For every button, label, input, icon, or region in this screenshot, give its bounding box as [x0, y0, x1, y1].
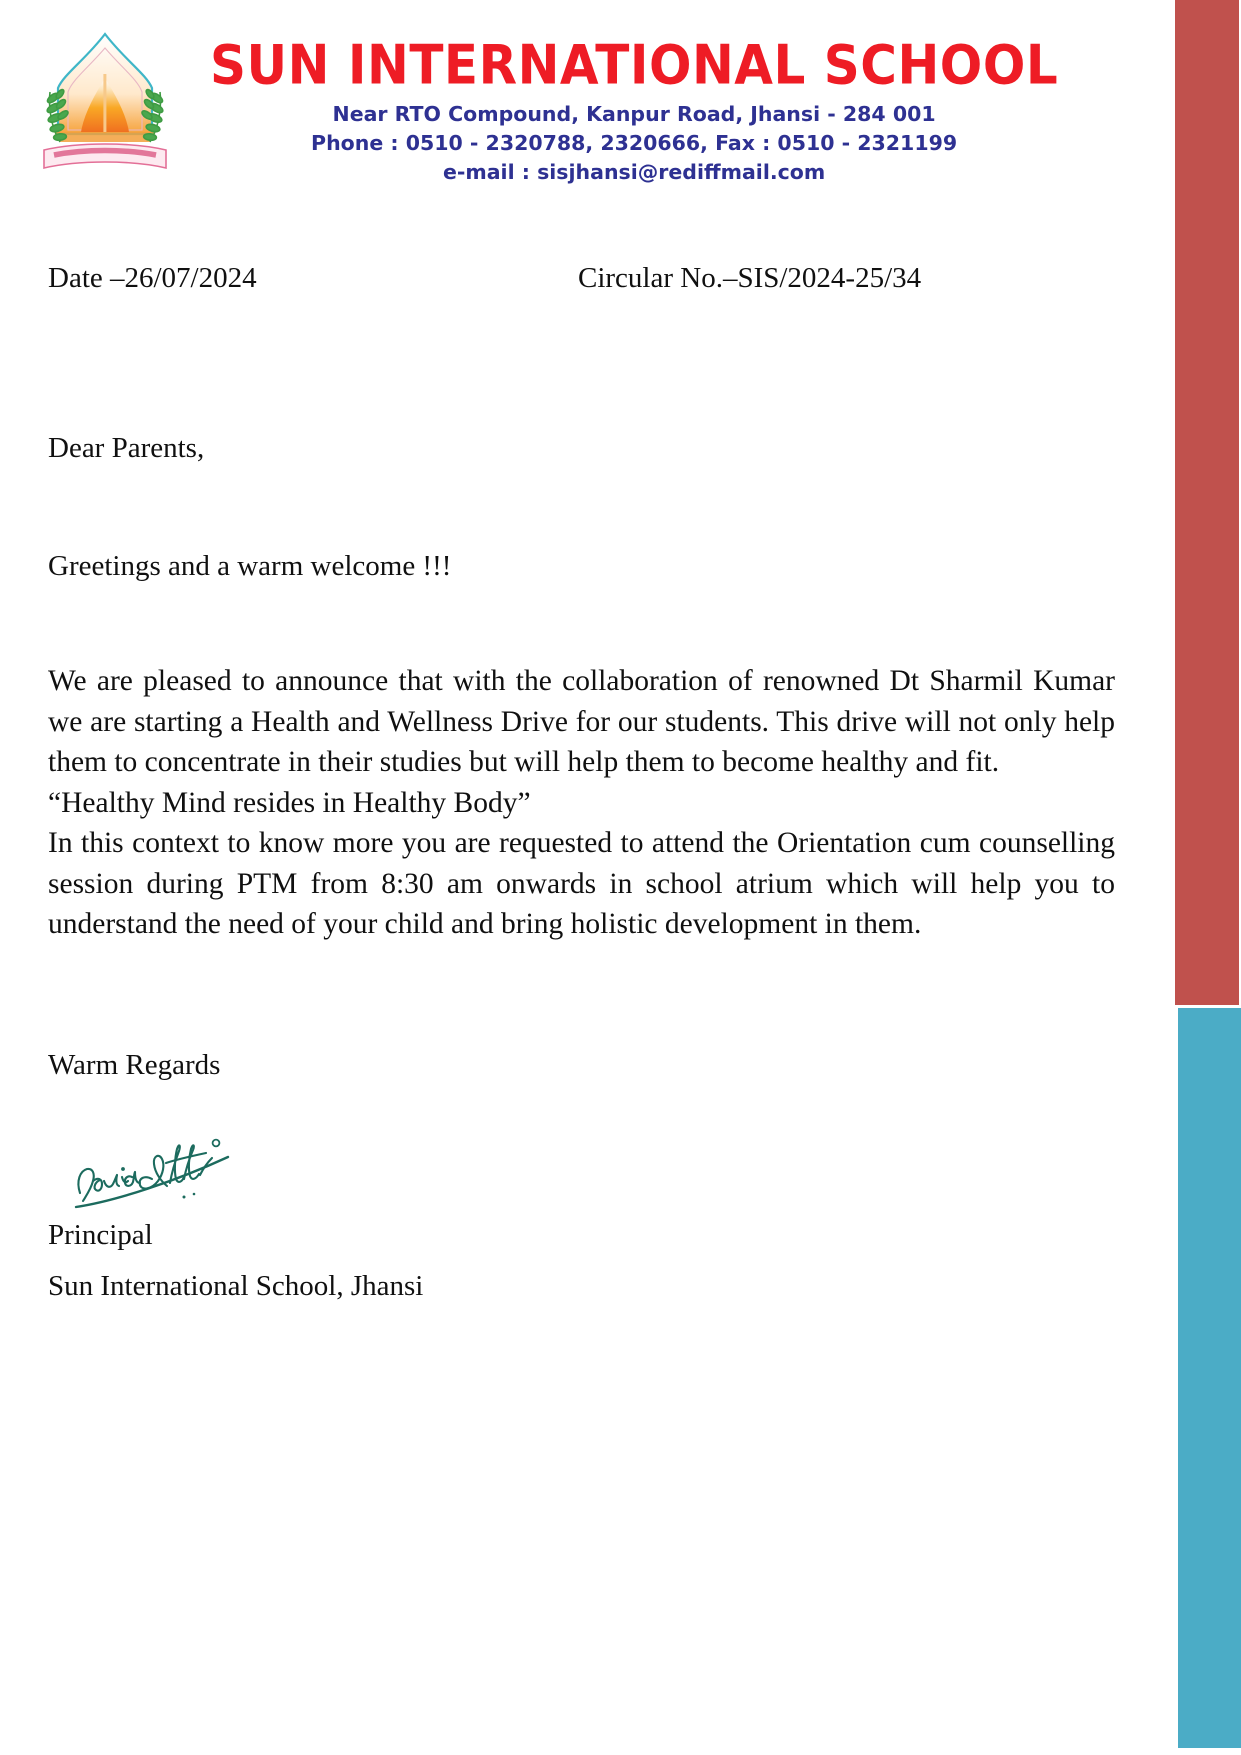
school-phone: Phone : 0510 - 2320788, 2320666, Fax : 0510 - 2321199 — [311, 131, 958, 156]
school-identity — [210, 18, 1188, 187]
regards-line: Warm Regards — [48, 1048, 221, 1081]
decorative-bar-teal — [1178, 1008, 1241, 1748]
greeting-line: Greetings and a warm welcome !!! — [48, 550, 452, 583]
decorative-side-bars — [1175, 0, 1241, 1755]
signoff-block — [48, 1210, 1115, 1312]
school-logo — [0, 18, 210, 182]
quote-line: “Healthy Mind resides in Healthy Body” — [48, 786, 531, 819]
circular-number: Circular No.–SIS/2024-25/34 — [578, 262, 922, 294]
letter-meta — [48, 258, 1115, 298]
designation: Principal — [48, 1219, 153, 1251]
organisation-name: Sun International School, Jhansi — [48, 1269, 424, 1302]
letterhead — [0, 0, 1175, 200]
school-name: SUN INTERNATIONAL SCHOOL — [210, 33, 1059, 97]
signature — [48, 1095, 1115, 1210]
letter-paragraphs — [48, 661, 1115, 945]
paragraph-orientation: In this context to know more you are requested to attend the Orientation cum counselling session during PTM from 8:30 am onwards in school atrium which will help you to understand the need of your child and bring holistic development in them. — [48, 827, 1115, 941]
school-address: Near RTO Compound, Kanpur Road, Jhansi - 284 001 — [332, 102, 936, 126]
handwritten-signature-icon — [66, 1095, 256, 1210]
letter-body — [0, 258, 1175, 1312]
decorative-bar-red — [1175, 0, 1239, 1005]
school-email: e-mail : sisjhansi@rediffmail.com — [442, 160, 826, 185]
salutation: Dear Parents, — [48, 432, 205, 465]
letter-date: Date –26/07/2024 — [48, 262, 257, 294]
paragraph-announcement: We are pleased to announce that with the collaboration of renowned Dt Sharmil Kumar we are starting a Health and Wellness Drive for our students. This drive will not only help them to concentrate in their studies but will help them to become healthy and fit. — [48, 665, 1115, 779]
school-crest-icon — [30, 22, 180, 182]
